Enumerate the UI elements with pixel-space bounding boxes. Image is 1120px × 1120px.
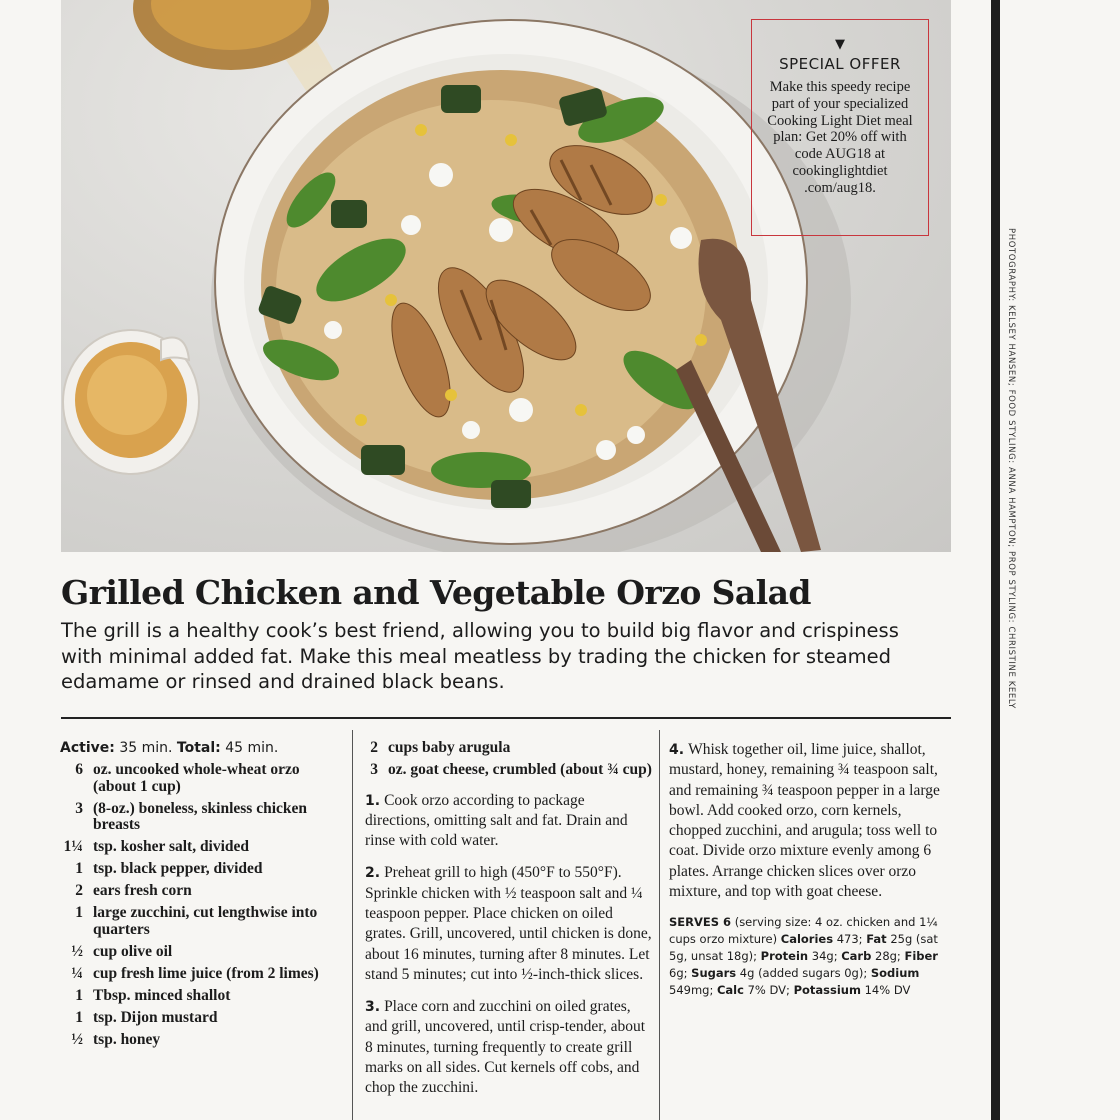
sugars-value: 4g (added sugars 0g); <box>739 966 868 981</box>
ingredient-text: tsp. black pepper, divided <box>93 860 263 877</box>
ingredient-item <box>60 1010 345 1027</box>
ingredient-qty: 1 <box>75 986 83 1004</box>
calories-label: Calories <box>780 932 834 947</box>
special-offer-title: SPECIAL OFFER <box>779 55 901 73</box>
column-divider <box>659 730 660 1120</box>
ingredient-text: ears fresh corn <box>93 882 192 899</box>
ingredient-qty: 2 <box>75 882 83 899</box>
ingredient-text: tsp. honey <box>93 1030 161 1048</box>
ingredient-text: oz. goat cheese, crumbled (about ¾ cup) <box>388 761 652 778</box>
active-time-label: Active: <box>60 740 115 756</box>
step-1 <box>365 791 653 852</box>
special-offer-box <box>751 19 929 236</box>
ingredient-text: tsp. Dijon mustard <box>93 1008 218 1026</box>
ingredients-steps-column-2 <box>365 740 653 1099</box>
serving-size: (serving size: 4 oz. chicken and 1¼ cups orzo mixture) <box>669 915 938 947</box>
step-4 <box>669 740 954 902</box>
nutrition-info <box>669 914 954 999</box>
step-2 <box>365 863 653 985</box>
protein-value: 34g; <box>811 949 838 964</box>
ingredient-item <box>365 740 653 757</box>
ingredient-text: cups baby arugula <box>388 739 511 756</box>
recipe-intro: The grill is a healthy cook’s best friend, allowing you to build big flavor and crispiness with minimal added fat. Make this meal meatless by trading the chicken for steamed edamame or rinsed and drained black beans. <box>61 619 899 693</box>
ingredient-item <box>60 839 345 856</box>
ingredient-qty: 6 <box>75 761 83 778</box>
steps-column-3 <box>669 740 954 999</box>
step-number: 1. <box>365 792 381 809</box>
ingredient-qty: 1¼ <box>63 838 83 855</box>
special-offer-body: Make this speedy recipe part of your specialized Cooking Light Diet meal plan: Get 20% off with code AUG18 at cookinglightdiet .com/aug18. <box>767 79 913 196</box>
step-text: Whisk together oil, lime juice, shallot, mustard, honey, remaining ¾ teaspoon salt, and remaining ¾ teaspoon pepper in a large bowl. Add cooked orzo, corn kernels, chopped zucchini, and arugula; toss well to coat. Divide orzo mixture evenly among 6 plates. Arrange chicken slices over orzo mixture, and top with goat cheese. <box>669 741 940 901</box>
ingredient-item <box>365 762 653 779</box>
sodium-label: Sodium <box>870 966 920 981</box>
ingredients-column-1 <box>60 740 345 1054</box>
fat-value: 25g (sat 5g, unsat 18g); <box>669 932 938 964</box>
ingredient-qty: ¼ <box>71 964 83 982</box>
recipe-times <box>60 740 345 756</box>
ingredient-qty: 2 <box>370 739 378 756</box>
calc-label: Calc <box>716 983 744 998</box>
total-time-label: Total: <box>176 740 221 756</box>
ingredient-text: Tbsp. minced shallot <box>93 986 231 1004</box>
sodium-value: 549mg; <box>669 983 714 998</box>
protein-label: Protein <box>760 949 809 964</box>
ingredient-item <box>60 883 345 900</box>
photo-credits: PHOTOGRAPHY: KELSEY HANSEN; FOOD STYLING: ANNA HAMPTON; PROP STYLING: CHRISTINE KEELY <box>1006 228 1016 709</box>
sugars-label: Sugars <box>691 966 737 981</box>
step-3 <box>365 997 653 1098</box>
ingredient-qty: 1 <box>75 1008 83 1026</box>
ingredient-qty: ½ <box>71 942 83 960</box>
ingredient-item <box>60 988 345 1005</box>
fiber-label: Fiber <box>904 949 938 964</box>
page-edge-rule <box>991 0 1000 1120</box>
ingredient-text: tsp. kosher salt, divided <box>93 838 250 855</box>
triangle-down-icon: ▼ <box>835 37 845 52</box>
step-text: Place corn and zucchini on oiled grates, and grill, uncovered, until crisp-tender, about 8 minutes, turning frequently to create grill marks on all sides. Cut kernels off cobs, and chop the zucchini. <box>365 998 646 1097</box>
potassium-value: 14% DV <box>864 983 911 998</box>
ingredient-item <box>60 905 345 938</box>
ingredient-text: large zucchini, cut lengthwise into quarters <box>93 904 318 938</box>
ingredient-item <box>60 944 345 961</box>
ingredient-item <box>60 762 345 795</box>
ingredient-text: (8-oz.) boneless, skinless chicken breasts <box>93 799 307 833</box>
active-time-value: 35 min. <box>119 740 173 756</box>
ingredient-item <box>60 1032 345 1049</box>
section-divider <box>61 717 951 719</box>
total-time-value: 45 min. <box>225 740 279 756</box>
carb-value: 28g; <box>875 949 901 964</box>
ingredient-text: oz. uncooked whole-wheat orzo (about 1 cup) <box>93 761 300 795</box>
ingredient-qty: ½ <box>71 1030 83 1048</box>
ingredient-qty: 3 <box>75 799 83 817</box>
carb-label: Carb <box>841 949 872 964</box>
ingredient-qty: 1 <box>75 860 83 877</box>
ingredient-text: cup olive oil <box>93 942 173 960</box>
ingredient-item <box>60 966 345 983</box>
ingredient-qty: 3 <box>370 761 378 778</box>
step-text: Preheat grill to high (450°F to 550°F). Sprinkle chicken with ½ teaspoon salt and ¼ teaspoon pepper. Place chicken on oiled grates. Grill, uncovered, until chicken is done, about 16 minutes, turning after 8 minutes. Let stand 5 minutes; cut into ½-inch-thick slices. <box>365 864 652 983</box>
step-text: Cook orzo according to package directions, omitting salt and fat. Drain and rinse with cold water. <box>365 791 628 850</box>
fiber-value: 6g; <box>669 966 688 981</box>
calc-value: 7% DV; <box>747 983 790 998</box>
ingredient-qty: 1 <box>75 904 83 921</box>
ingredient-item <box>60 801 345 834</box>
step-number: 3. <box>365 999 381 1016</box>
step-number: 4. <box>669 742 685 758</box>
ingredient-text: cup fresh lime juice (from 2 limes) <box>93 964 319 982</box>
step-number: 2. <box>365 865 381 882</box>
fat-label: Fat <box>866 932 887 947</box>
potassium-label: Potassium <box>793 983 861 998</box>
calories-value: 473; <box>836 932 863 947</box>
serves-label: SERVES 6 <box>669 915 732 930</box>
column-divider <box>352 730 353 1120</box>
recipe-title: Grilled Chicken and Vegetable Orzo Salad <box>61 573 811 612</box>
ingredient-item <box>60 861 345 878</box>
